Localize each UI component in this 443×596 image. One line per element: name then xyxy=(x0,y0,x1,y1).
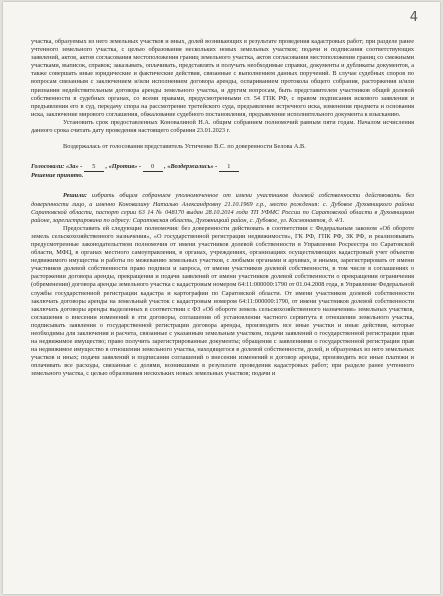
resolved-text: избрать общим собранием уполномоченное от имени участников долевой собственности действовать без доверенности лицо, а именно Коновалину Наталью Александровну 21.10.1969 г.р., место рождения: с. Дубовое Духовницкого района Саратовской области, паспорт серии 63 14 № 048170 выдан 28.10.2014 года ТП УФМС России по Саратовской области в Духовницком районе, зарегистрирована по адресу: Саратовская область, Духовницкий район, с. Дубовое, ул. Космонавтов, д. 4/1. xyxy=(31,192,414,224)
vote-abstain-label: «Воздержались» - xyxy=(167,163,218,171)
vote-against-label: «Против» - xyxy=(108,163,141,171)
document-page xyxy=(3,2,440,594)
decision-line xyxy=(31,172,414,180)
vote-for-count: 5 xyxy=(84,163,104,172)
document-body xyxy=(31,38,414,379)
paragraph-abstained: Воздержалась от голосования представитель Устиченко В.С. по доверенности Белова А.В. xyxy=(63,143,306,151)
vote-against-count: 0 xyxy=(143,163,163,172)
vote-line: Голосовали: «За» - 5 , «Против» - 0 , «Воздержались» - 1 xyxy=(31,163,414,172)
paragraph-term: Установить срок предоставленных Коновалиной Н.А. общим собранием полномочий равным пяти годам. Началом исчисления данного срока считать дату проведения настоящего собрания 23.01.2023 г. xyxy=(31,118,414,135)
vote-prefix: Голосовали: «За» - xyxy=(31,163,83,171)
vote-abstain-count: 1 xyxy=(219,163,239,172)
page-number: 4 xyxy=(409,10,418,25)
paragraph-resolved xyxy=(31,192,414,224)
paragraph-authority: Предоставить ей следующие полномочия: без доверенности действовать в соответствии с Федеральным законом «Об обороте земель сельскохозяйственного назначения», «О государственной регистрации недвижимости», ГК РФ, ГПК РФ, ЗК РФ, и реализовывать предусмотренные законодательством полномочия от имени участников долевой собственности в Управлении Росреестра по Саратовской области, МФЦ, в органах местного самоуправления, в органах, учреждениях, организациях осуществляющих кадастровый учет объектов недвижимого имущества и работы по межеванию земельных участков, с любыми органами и архивах, и иными, зарегистрировать от имени участников долевой собственности право подписи и запроса, от имени участников долевой собственности, в том числе в соглашениях о расторжении договора аренды, прекращения и подачи заявлений от имени участников долевой собственности о прекращении ограничения (обременения) договора аренды земельного участка с кадастровым номером 64:11:000000:1790 от 01.04.2008 года, в Управление Федеральной службы государственной регистрации кадастра и картографии по Саратовской области. От имени участников долевой собственности заключать договоры аренды на земельный участок с кадастровым номером 64:11:000000:1790, от имени участников долевой собственности заключать договоры аренды выделенных в соответствии с ФЗ «Об обороте земель сельскохозяйственного назначения» земельных участков, соглашения о внесении изменений в эти договоры, соглашения об установлении частного сервитута в отношении земельного участка, подписывать заявления о государственной регистрации договора аренды, производить все иные участки и иные действия, которые необходимы для заключения и расчета, связанные с указанным земельным участком, подачи заявлений о государственной регистрации прав на недвижимое имущество; право получить зарегистрированные документы; обращения с заявлениями о государственной регистрации прав на недвижимое имущество в отношении земельного участка, находящегося в долевой собственности, долей, и образуемых из него земельных участков и иных; подачи заявлений и подписания соглашений о внесении изменений в договор аренды, производить все иные платежи и оплачивать все расходы, связанные с долями, возникшими в результате проведения кадастровых работ; при разделе ранее учтенного земельного участка, с целью образования нескольких новых земельных участков; подачи и xyxy=(31,224,414,378)
paragraph-powers-cont: участка, образуемых из него земельных участков и иных, долей возникающих в результате проведения кадастровых работ; при разделе ранее учтенного земельного участка, с целью образования нескольких новых земельных участков; подачи и подписания соответствующих заявлений, актов, актов согласования местоположения границ земельного участка, актов согласования местоположения границ со смежными участками, выписок, справок; заказывать, оплачивать, представлять и получать необходимые справки, документы и дубликаты документов, а также совершать иные юридические и фактические действия, связанные с выполнением данных поручений. В случае судебных споров по вопросам связанным с заключением и/или исполнением договора аренды, оспариванием протокола общего собрания, расторжения и/или признании недействительным договора аренды земельного участка, и другим вопросам, быть представителем участников общей долевой собственности в судебных органах, со всеми правами, предусмотренными ст. 54 ГПК РФ, с правом подписания искового заявления и предъявления его в суд, передачу спора на рассмотрение третейского суда, предъявление встречного иска, изменения предмета и основания иска, заключение мирового соглашения, обжалование судебного постановления, предъявление исполнительного документа к взысканию. xyxy=(31,38,414,118)
resolved-lead: Решили: xyxy=(63,192,87,200)
decision-text: Решение принято. xyxy=(31,172,84,180)
